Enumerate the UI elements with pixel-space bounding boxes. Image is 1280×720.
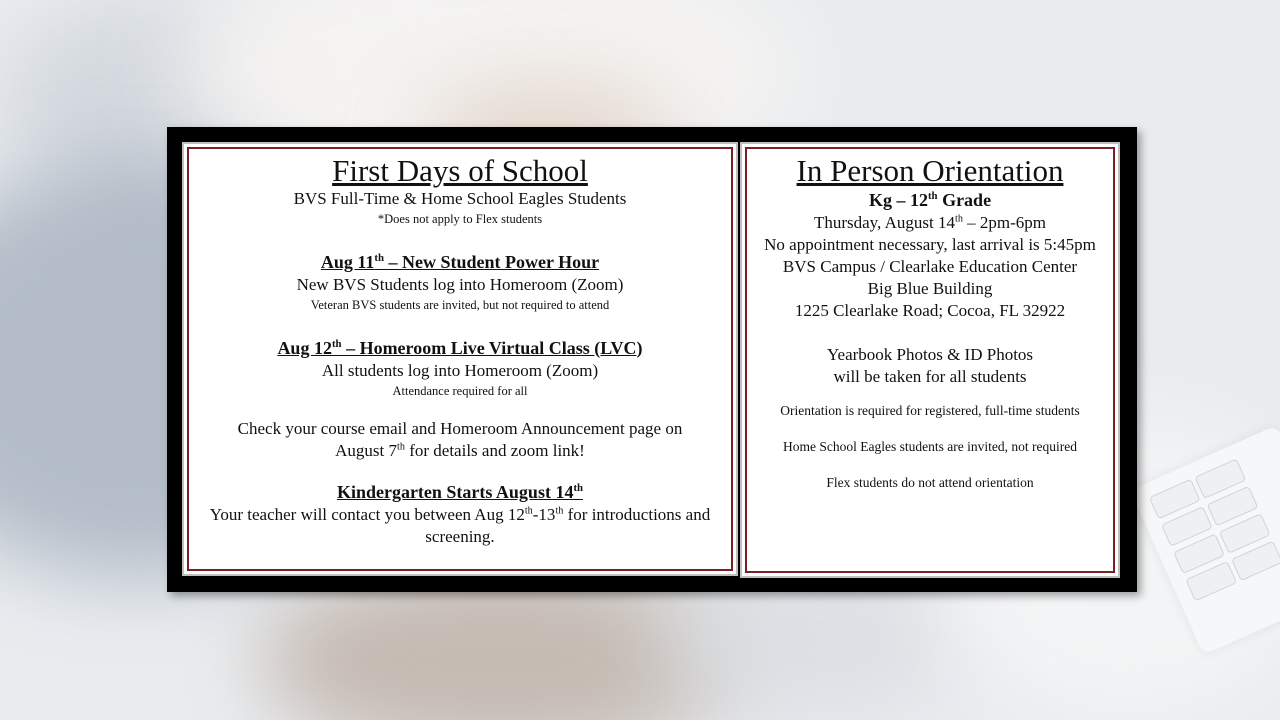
photos-line: will be taken for all students [833, 366, 1027, 386]
orientation-info-line: 1225 Clearlake Road; Cocoa, FL 32922 [794, 300, 1066, 320]
orientation-title: In Person Orientation [796, 153, 1064, 188]
orientation-panel [745, 147, 1115, 573]
lvc-line: All students log into Homeroom (Zoom) [321, 360, 599, 380]
lvc-heading: Aug 12th – Homeroom Live Virtual Class (LVC) [277, 337, 643, 358]
orientation-info-line: No appointment necessary, last arrival is 5:45pm [764, 234, 1096, 254]
check-email-line2: August 7th for details and zoom link! [335, 440, 585, 460]
kindergarten-line1: Your teacher will contact you between Aug 12th-13th for introductions and [209, 504, 711, 524]
lvc-note: Attendance required for all [392, 383, 528, 398]
orientation-date: Thursday, August 14th – 2pm-6pm [813, 212, 1047, 232]
first-days-panel [187, 147, 733, 571]
first-days-title: First Days of School [332, 153, 588, 188]
grade-range: Kg – 12th Grade [868, 189, 992, 210]
orientation-info-line: BVS Campus / Clearlake Education Center [782, 256, 1078, 276]
kindergarten-heading: Kindergarten Starts August 14th [336, 481, 584, 502]
orientation-note: Flex students do not attend orientation [826, 474, 1034, 490]
orientation-info-line: Big Blue Building [867, 278, 993, 298]
photos-line: Yearbook Photos & ID Photos [826, 344, 1034, 364]
orientation-note: Home School Eagles students are invited, not required [783, 438, 1077, 454]
check-email-line1: Check your course email and Homeroom Announcement page on [237, 418, 683, 438]
slide-frame [167, 127, 1137, 592]
power-hour-heading: Aug 11th – New Student Power Hour [320, 251, 600, 272]
power-hour-note: Veteran BVS students are invited, but not required to attend [310, 297, 610, 312]
flex-note: *Does not apply to Flex students [377, 211, 543, 226]
kindergarten-line2: screening. [425, 526, 495, 546]
orientation-note: Orientation is required for registered, full-time students [780, 402, 1080, 418]
power-hour-line: New BVS Students log into Homeroom (Zoom) [296, 274, 624, 294]
audience-line: BVS Full-Time & Home School Eagles Students [293, 188, 627, 208]
